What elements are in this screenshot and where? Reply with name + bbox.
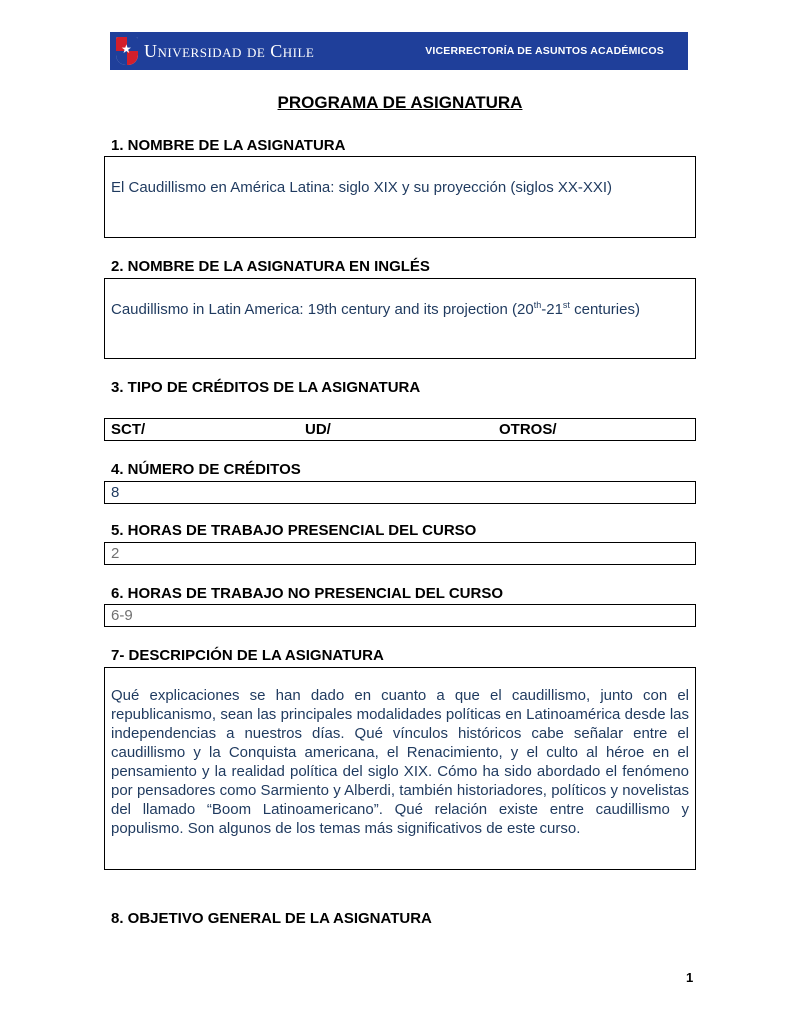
course-description: Qué explicaciones se han dado en cuanto a que el caudillismo, junto con el republicanismo, sean las principales modalidades políticas en Latinoamérica desde las independencias a nuestros días. Qué vínculos históricos cabe señalar entre el caudillismo y la Conquista americana, el Renacimiento, y el culto al héroe en el pensamiento y la realidad política del siglo XIX. Cómo ha sido abordado el fenómeno por pensadores como Sarmiento y Alberdi, también historiadores, políticos y novelistas del llamado “Boom Latinoamericano”. Qué relación existe entre caudillismo y populismo. Son algunos de los temas más significativos de este curso. (111, 687, 689, 837)
section-2-box (104, 278, 696, 359)
section-1-box (104, 156, 696, 238)
section-4-heading: 4. NÚMERO DE CRÉDITOS (111, 461, 301, 478)
presential-hours-value: 2 (111, 545, 120, 562)
section-3-heading: 3. TIPO DE CRÉDITOS DE LA ASIGNATURA (111, 379, 421, 396)
course-name-en: Caudillismo in Latin America: 19th century and its projection (20th-21st centuries) (111, 300, 640, 318)
section-1-heading: 1. NOMBRE DE LA ASIGNATURA (111, 137, 346, 154)
section-4-box (104, 481, 696, 504)
page-title: PROGRAMA DE ASIGNATURA (277, 93, 523, 112)
course-name-es: El Caudillismo en América Latina: siglo XIX y su proyección (siglos XX-XXI) (111, 179, 613, 196)
section-2-heading: 2. NOMBRE DE LA ASIGNATURA EN INGLÉS (111, 258, 430, 275)
shield-icon: ★ (116, 37, 138, 65)
section-6-heading: 6. HORAS DE TRABAJO NO PRESENCIAL DEL CURSO (111, 585, 503, 602)
university-name: Universidad de Chile (144, 40, 315, 61)
credit-type-otros: OTROS/ (499, 421, 557, 438)
credit-types-row (105, 419, 695, 438)
credits-value: 8 (111, 484, 120, 501)
section-3-box (104, 418, 696, 441)
vice-rectorate-label: VICERRECTORÍA DE ASUNTOS ACADÉMICOS (425, 45, 664, 57)
credit-type-ud: UD/ (305, 421, 331, 438)
non-presential-hours-value: 6-9 (111, 607, 133, 624)
header-banner (110, 32, 688, 70)
section-5-box (104, 542, 696, 565)
credit-type-sct: SCT/ (111, 421, 146, 438)
section-8-heading: 8. OBJETIVO GENERAL DE LA ASIGNATURA (111, 910, 432, 927)
page-number: 1 (686, 970, 694, 985)
section-5-heading: 5. HORAS DE TRABAJO PRESENCIAL DEL CURSO (111, 522, 477, 539)
section-7-heading: 7- DESCRIPCIÓN DE LA ASIGNATURA (111, 647, 384, 664)
section-6-box (104, 604, 696, 627)
section-7-box (104, 667, 696, 870)
university-logo (116, 37, 314, 65)
